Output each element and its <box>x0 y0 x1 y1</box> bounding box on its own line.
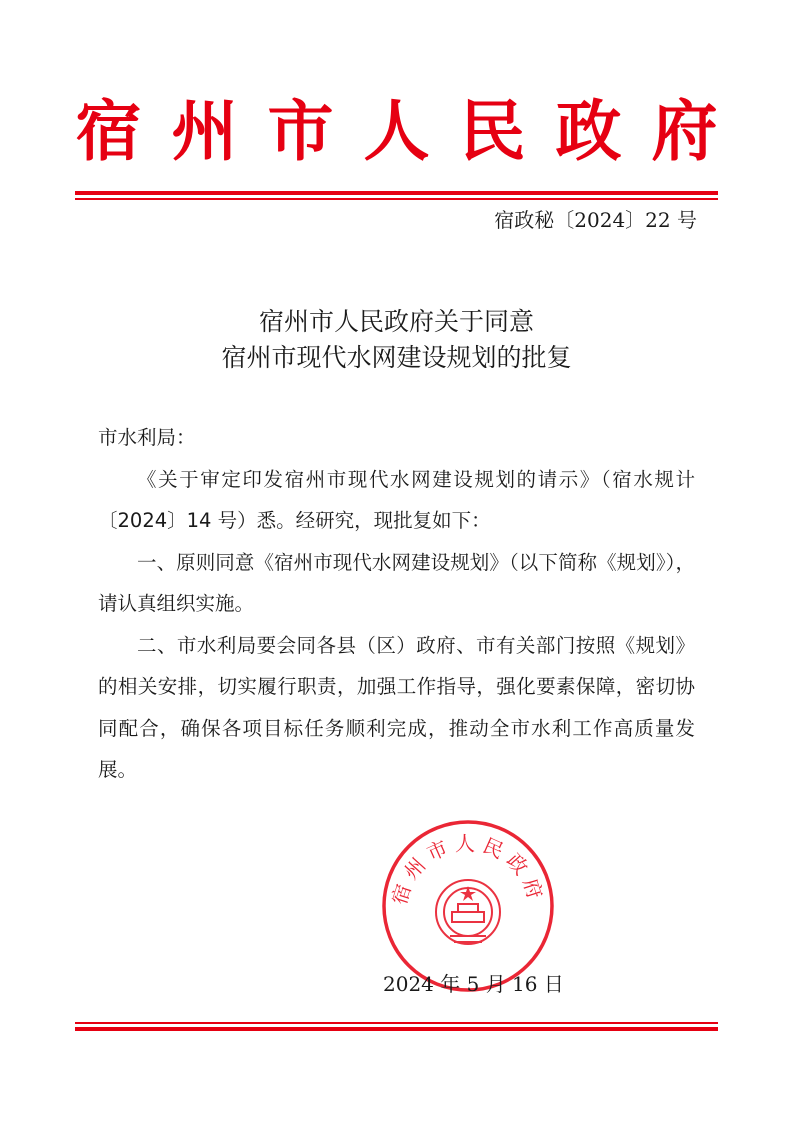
footer-rule-thick <box>75 1027 718 1031</box>
seal-text: 宿州市人民政府 <box>386 831 550 908</box>
footer-rule-thin <box>75 1022 718 1024</box>
document-title-line-1: 宿州市人民政府关于同意 <box>258 307 534 336</box>
document-body <box>98 417 695 791</box>
body-paragraph-3: 二、市水利局要会同各县（区）政府、市有关部门按照《规划》的相关安排，切实履行职责，加强工作指导，强化要素保障，密切协同配合，确保各项目标任务顺利完成，推动全市水利工作高质量发展。 <box>98 633 695 781</box>
national-emblem-icon <box>436 880 500 944</box>
document-number: 宿政秘〔2024〕22 号 <box>494 208 697 232</box>
body-paragraph-1: 《关于审定印发宿州市现代水网建设规划的请示》（宿水规计〔2024〕14 号）悉。经研究，现批复如下： <box>98 467 695 532</box>
body-paragraph-2: 一、原则同意《宿州市现代水网建设规划》（以下简称《规划》），请认真组织实施。 <box>98 550 695 615</box>
issuer-name: 宿州市人民政府 <box>75 93 748 170</box>
issue-date: 2024 年 5 月 16 日 <box>383 972 564 996</box>
addressee: 市水利局： <box>98 426 196 449</box>
official-seal <box>378 816 558 996</box>
document-title-line-2: 宿州市现代水网建设规划的批复 <box>221 343 572 372</box>
header-rule-thick <box>75 191 718 195</box>
masthead-title <box>0 92 793 172</box>
header-rule-thin <box>75 198 718 200</box>
